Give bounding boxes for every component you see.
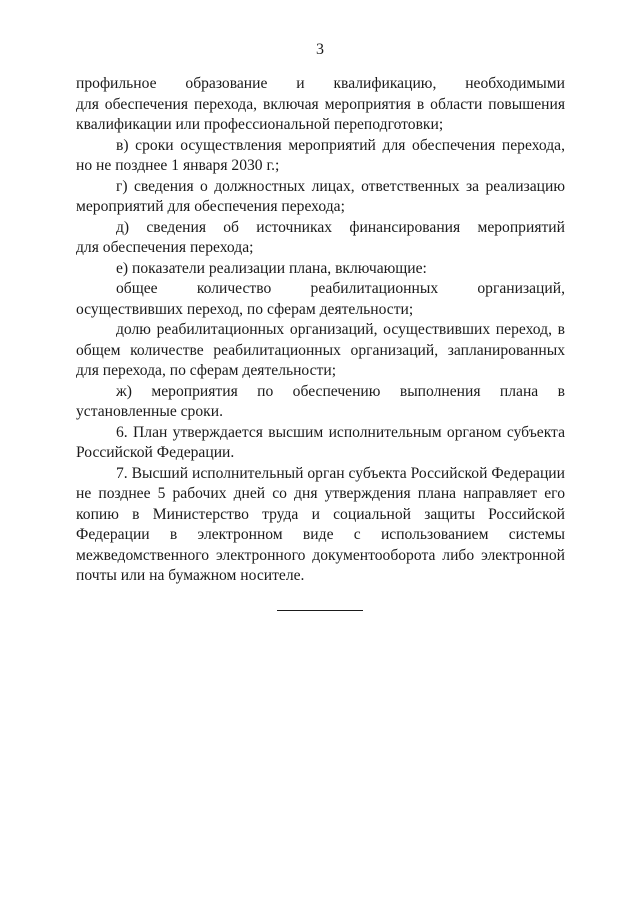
page-number: 3 [316, 41, 324, 58]
paragraph-item-v-deadlines: в) сроки осуществления мероприятий для обеспечения перехода, но не позднее 1 января 2030 г.; [76, 136, 565, 174]
paragraph-indicator-share: долю реабилитационных организаций, осуществивших переход, в общем количестве реабилитационных организаций, запланированных для перехода, по сферам деятельности; [76, 321, 565, 379]
paragraph-item-d-funding-end: для обеспечения перехода; [76, 239, 254, 256]
paragraph-indicator-total-count: общее количество реабилитационных организаций, осуществивших переход, по сферам деятельности; [76, 280, 565, 318]
end-of-document-rule [277, 610, 363, 611]
paragraph-clause-6-approval: 6. План утверждается высшим исполнительным органом субъекта Российской Федерации. [76, 423, 565, 461]
paragraph-item-e-indicators: е) показатели реализации плана, включающие: [116, 259, 427, 277]
paragraph-qualification-end: для обеспечения перехода, включая мероприятия в области повышения квалификации или профессиональной переподготовки; [76, 95, 565, 133]
paragraph-qualification-continued: профильное образование и квалификацию, необходимыми [76, 75, 565, 92]
document-body [76, 74, 565, 587]
paragraph-item-zh-measures: ж) мероприятия по обеспечению выполнения плана в установленные сроки. [76, 382, 565, 420]
paragraph-item-g-officials: г) сведения о должностных лицах, ответственных за реализацию мероприятий для обеспечения перехода; [76, 177, 565, 215]
paragraph-item-d-funding: д) сведения об источниках финансирования мероприятий [116, 218, 565, 236]
paragraph-clause-7-submission: 7. Высший исполнительный орган субъекта Российской Федерации не позднее 5 рабочих дней со дня утверждения плана направляет его копию в Министерство труда и социальной защиты Российской Федерации в электронном виде с использованием системы межведомственного электронного документооборота либо электронной почты или на бумажном носителе. [76, 464, 565, 584]
